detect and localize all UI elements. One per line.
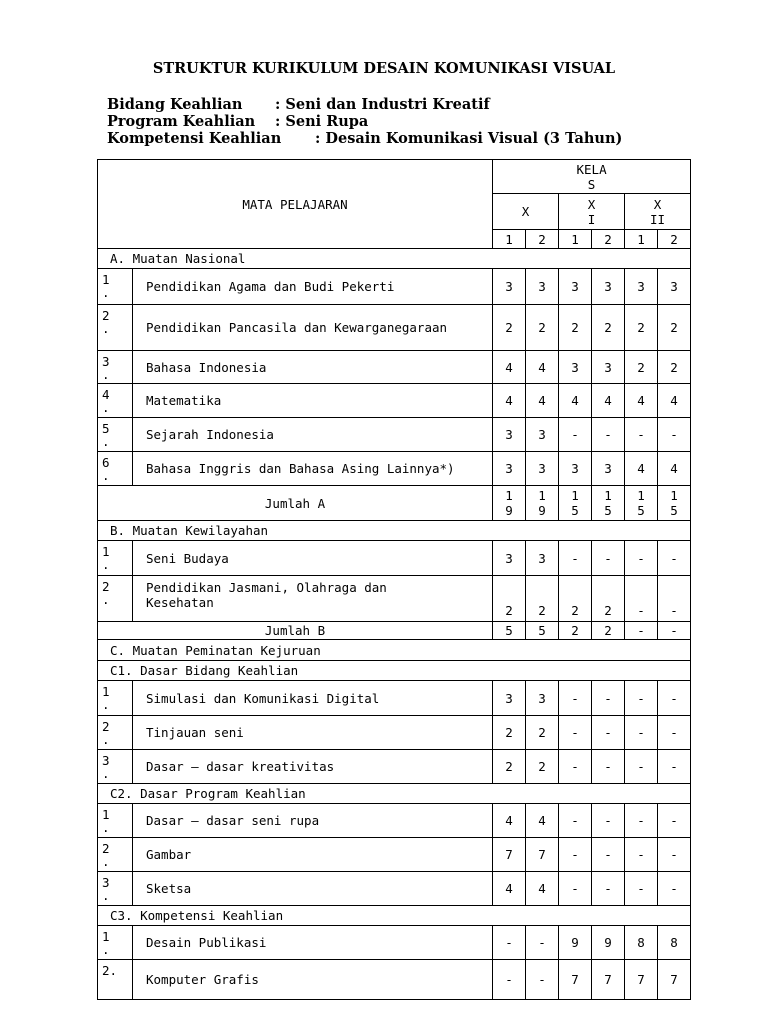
grade-x-header xyxy=(493,194,559,230)
table-row xyxy=(98,576,691,622)
subject-name-text: Bahasa Inggris dan Bahasa Asing Lainnya*) xyxy=(146,461,455,476)
subject-name xyxy=(133,872,493,906)
subject-name xyxy=(133,269,493,305)
hours-cell: - xyxy=(559,541,592,576)
hours-cell: - xyxy=(592,872,625,906)
total-cell: 5 xyxy=(526,622,559,640)
kelas-header xyxy=(493,160,691,194)
row-number-dot: . xyxy=(102,434,110,449)
row-number-dot: . xyxy=(102,592,110,607)
table-row xyxy=(98,541,691,576)
grade-line: II xyxy=(650,211,666,227)
hours-cell: - xyxy=(592,838,625,872)
row-number-digit: 2 xyxy=(102,579,110,594)
hours-cell: 7 xyxy=(625,960,658,1000)
hours-cell: - xyxy=(559,838,592,872)
hours-cell: - xyxy=(559,418,592,452)
hours-cell: 2 xyxy=(526,305,559,351)
row-number-dot: . xyxy=(102,766,110,781)
hours-cell: 2 xyxy=(625,305,658,351)
row-number xyxy=(98,926,133,960)
subject-name xyxy=(133,681,493,716)
table-row xyxy=(98,750,691,784)
semester-header: 1 xyxy=(625,230,658,249)
row-number-digit: 2. xyxy=(102,963,118,978)
semester-header: 1 xyxy=(559,230,592,249)
subject-name-text: Dasar – dasar kreativitas xyxy=(146,759,335,774)
hours-cell: 2 xyxy=(658,305,691,351)
hours-cell: 7 xyxy=(493,838,526,872)
hours-cell: 8 xyxy=(625,926,658,960)
hours-cell: - xyxy=(625,418,658,452)
hours-cell: - xyxy=(658,750,691,784)
subject-name-text: Pendidikan Agama dan Budi Pekerti xyxy=(146,279,395,294)
hours-cell: - xyxy=(559,804,592,838)
table-row xyxy=(98,960,691,1000)
hours-cell: 3 xyxy=(493,418,526,452)
hours-cell: 2 xyxy=(658,351,691,384)
subject-name xyxy=(133,541,493,576)
subject-name xyxy=(133,926,493,960)
hours-cell: 9 xyxy=(592,926,625,960)
subject-name-text: Sejarah Indonesia xyxy=(146,427,274,442)
row-number-digit: 1 xyxy=(102,807,110,822)
section-c3-title: C3. Kompetensi Keahlian xyxy=(98,906,691,926)
total-cell: 2 xyxy=(592,622,625,640)
hours-cell: 3 xyxy=(493,269,526,305)
row-number xyxy=(98,960,133,1000)
hours-cell: 7 xyxy=(658,960,691,1000)
row-number-digit: 1 xyxy=(102,929,110,944)
total-cell: 2 xyxy=(559,622,592,640)
hours-cell: 4 xyxy=(526,872,559,906)
row-number xyxy=(98,418,133,452)
row-number-dot: . xyxy=(102,468,110,483)
row-number-dot: . xyxy=(102,854,110,869)
hours-cell: 4 xyxy=(592,384,625,418)
grade-line: X xyxy=(587,196,596,212)
subject-name-text: Pendidikan Pancasila dan Kewarganegaraan xyxy=(146,320,448,335)
hours-cell: 3 xyxy=(526,269,559,305)
subject-name xyxy=(133,716,493,750)
subject-name-text: Desain Publikasi xyxy=(146,935,267,950)
hours-cell: 3 xyxy=(526,418,559,452)
grade-line: I xyxy=(587,211,596,227)
hours-cell: 2 xyxy=(493,716,526,750)
row-number-digit: 2 xyxy=(102,308,110,323)
row-number xyxy=(98,269,133,305)
hours-cell: 2 xyxy=(526,716,559,750)
grade-line: X xyxy=(521,204,530,219)
subject-name xyxy=(133,384,493,418)
subject-name-line: Pendidikan Jasmani, Olahraga dan xyxy=(146,580,387,595)
hours-cell: 3 xyxy=(592,351,625,384)
hours-cell: 4 xyxy=(559,384,592,418)
hours-cell: - xyxy=(625,838,658,872)
hours-cell: - xyxy=(625,576,658,622)
total-cell xyxy=(625,486,658,521)
hours-cell: 4 xyxy=(526,351,559,384)
hours-cell: - xyxy=(625,716,658,750)
hours-cell: 4 xyxy=(493,351,526,384)
hours-cell: - xyxy=(625,872,658,906)
hours-cell: 4 xyxy=(658,384,691,418)
row-number-digit: 5 xyxy=(102,421,110,436)
section-c2-title: C2. Dasar Program Keahlian xyxy=(98,784,691,804)
hours-cell: - xyxy=(592,750,625,784)
total-label: Jumlah A xyxy=(98,486,493,521)
hours-cell: - xyxy=(592,681,625,716)
hours-cell: 2 xyxy=(526,576,559,622)
row-number xyxy=(98,351,133,384)
total-label: Jumlah B xyxy=(98,622,493,640)
subject-name xyxy=(133,351,493,384)
hours-cell: 8 xyxy=(658,926,691,960)
jumlah-b-row xyxy=(98,622,691,640)
subject-name-text: Matematika xyxy=(146,393,222,408)
row-number xyxy=(98,384,133,418)
total-cell: - xyxy=(625,622,658,640)
table-row xyxy=(98,681,691,716)
row-number-dot: . xyxy=(102,697,110,712)
total-digit: 1 xyxy=(571,488,579,503)
subject-name xyxy=(133,576,493,622)
grade-xi-header xyxy=(559,194,625,230)
hours-cell: - xyxy=(526,926,559,960)
table-row xyxy=(98,716,691,750)
subject-name xyxy=(133,452,493,486)
table-row xyxy=(98,872,691,906)
meta-label: Bidang Keahlian xyxy=(107,96,243,113)
hours-cell: 2 xyxy=(559,305,592,351)
row-number xyxy=(98,576,133,622)
table-row xyxy=(98,926,691,960)
hours-cell: - xyxy=(658,681,691,716)
total-digit: 9 xyxy=(538,503,546,518)
grade-xii-header xyxy=(625,194,691,230)
subject-name xyxy=(133,804,493,838)
total-digit: 5 xyxy=(571,503,579,518)
hours-cell: 3 xyxy=(559,269,592,305)
hours-cell: 2 xyxy=(559,576,592,622)
row-number-dot: . xyxy=(102,400,110,415)
hours-cell: - xyxy=(559,872,592,906)
row-number-dot: . xyxy=(102,942,110,957)
hours-cell: - xyxy=(658,418,691,452)
subject-name-text: Seni Budaya xyxy=(146,550,229,566)
kelas-header-line: S xyxy=(587,176,596,192)
row-number xyxy=(98,872,133,906)
table-row xyxy=(98,452,691,486)
total-cell: 5 xyxy=(493,622,526,640)
row-number-digit: 3 xyxy=(102,753,110,768)
total-cell: - xyxy=(658,622,691,640)
total-digit: 1 xyxy=(505,488,513,503)
hours-cell: 7 xyxy=(559,960,592,1000)
subject-name-text: Dasar – dasar seni rupa xyxy=(146,813,320,828)
total-digit: 1 xyxy=(604,488,612,503)
hours-cell: 4 xyxy=(493,384,526,418)
hours-cell: 3 xyxy=(526,452,559,486)
row-number-dot: . xyxy=(102,820,110,835)
row-number-digit: 1 xyxy=(102,272,110,287)
row-number xyxy=(98,716,133,750)
row-number xyxy=(98,305,133,351)
subject-name-text: Gambar xyxy=(146,847,192,862)
grade-line: X xyxy=(653,196,662,212)
total-digit: 5 xyxy=(637,503,645,518)
row-number-digit: 2 xyxy=(102,841,110,856)
hours-cell: 3 xyxy=(592,269,625,305)
row-number-digit: 2 xyxy=(102,719,110,734)
row-number-digit: 4 xyxy=(102,387,110,402)
row-number-digit: 3 xyxy=(102,354,110,369)
hours-cell: - xyxy=(625,804,658,838)
total-cell xyxy=(592,486,625,521)
row-number xyxy=(98,541,133,576)
row-number-digit: 1 xyxy=(102,544,110,559)
row-number xyxy=(98,804,133,838)
kelas-header-line: KELA xyxy=(576,161,607,177)
hours-cell: 9 xyxy=(559,926,592,960)
hours-cell: 4 xyxy=(625,452,658,486)
hours-cell: 4 xyxy=(526,804,559,838)
hours-cell: 3 xyxy=(625,269,658,305)
hours-cell: - xyxy=(625,541,658,576)
total-cell xyxy=(493,486,526,521)
row-number xyxy=(98,452,133,486)
meta-value: : Desain Komunikasi Visual (3 Tahun) xyxy=(315,130,623,147)
total-cell xyxy=(658,486,691,521)
subject-name xyxy=(133,750,493,784)
table-row xyxy=(98,351,691,384)
row-number-digit: 3 xyxy=(102,875,110,890)
semester-header: 1 xyxy=(493,230,526,249)
hours-cell: 3 xyxy=(526,681,559,716)
row-number-dot: . xyxy=(102,732,110,747)
subject-name-text: Tinjauan seni xyxy=(146,725,244,740)
row-number-dot: . xyxy=(102,367,110,382)
total-cell xyxy=(559,486,592,521)
table-row xyxy=(98,305,691,351)
hours-cell: 3 xyxy=(493,681,526,716)
hours-cell: 2 xyxy=(493,750,526,784)
subject-name xyxy=(133,418,493,452)
hours-cell: 3 xyxy=(658,269,691,305)
hours-cell: - xyxy=(559,716,592,750)
subject-column-header: MATA PELAJARAN xyxy=(98,160,493,249)
hours-cell: - xyxy=(625,681,658,716)
row-number xyxy=(98,750,133,784)
section-c-title: C. Muatan Peminatan Kejuruan xyxy=(98,640,691,661)
hours-cell: 4 xyxy=(526,384,559,418)
row-number xyxy=(98,681,133,716)
hours-cell: - xyxy=(658,804,691,838)
meta-value: : Seni dan Industri Kreatif xyxy=(275,96,490,113)
hours-cell: - xyxy=(658,576,691,622)
hours-cell: 4 xyxy=(658,452,691,486)
table-row xyxy=(98,384,691,418)
semester-header: 2 xyxy=(526,230,559,249)
meta-label: Kompetensi Keahlian xyxy=(107,130,282,147)
hours-cell: - xyxy=(592,541,625,576)
hours-cell: 3 xyxy=(526,541,559,576)
hours-cell: 4 xyxy=(625,384,658,418)
meta-value: : Seni Rupa xyxy=(275,113,369,130)
hours-cell: 2 xyxy=(493,305,526,351)
curriculum-table xyxy=(97,159,691,1000)
hours-cell: 3 xyxy=(559,452,592,486)
total-digit: 5 xyxy=(670,503,678,518)
section-a-title: A. Muatan Nasional xyxy=(98,249,691,269)
table-row xyxy=(98,269,691,305)
total-digit: 1 xyxy=(637,488,645,503)
subject-name xyxy=(133,838,493,872)
hours-cell: 3 xyxy=(493,452,526,486)
document-title: STRUKTUR KURIKULUM DESAIN KOMUNIKASI VISUAL xyxy=(152,60,616,77)
hours-cell: - xyxy=(493,926,526,960)
subject-name-text: Bahasa Indonesia xyxy=(146,359,267,375)
hours-cell: - xyxy=(592,804,625,838)
hours-cell: 2 xyxy=(625,351,658,384)
row-number xyxy=(98,838,133,872)
subject-name-text: Sketsa xyxy=(146,881,192,896)
hours-cell: 7 xyxy=(592,960,625,1000)
hours-cell: - xyxy=(658,838,691,872)
section-b-title: B. Muatan Kewilayahan xyxy=(98,521,691,541)
hours-cell: 2 xyxy=(592,576,625,622)
hours-cell: - xyxy=(493,960,526,1000)
hours-cell: 7 xyxy=(526,838,559,872)
section-c1-title: C1. Dasar Bidang Keahlian xyxy=(98,661,691,681)
hours-cell: 3 xyxy=(592,452,625,486)
total-cell xyxy=(526,486,559,521)
hours-cell: 2 xyxy=(493,576,526,622)
row-number-dot: . xyxy=(102,285,110,300)
row-number-digit: 6 xyxy=(102,455,110,470)
hours-cell: - xyxy=(625,750,658,784)
hours-cell: - xyxy=(559,681,592,716)
hours-cell: - xyxy=(592,716,625,750)
hours-cell: - xyxy=(592,418,625,452)
subject-name xyxy=(133,305,493,351)
subject-name-text: Simulasi dan Komunikasi Digital xyxy=(146,690,380,706)
row-number-dot: . xyxy=(102,321,110,336)
total-digit: 1 xyxy=(670,488,678,503)
meta-label: Program Keahlian xyxy=(107,113,256,130)
total-digit: 5 xyxy=(604,503,612,518)
hours-cell: 4 xyxy=(493,804,526,838)
semester-header: 2 xyxy=(658,230,691,249)
table-row xyxy=(98,838,691,872)
hours-cell: - xyxy=(559,750,592,784)
hours-cell: 2 xyxy=(526,750,559,784)
row-number-dot: . xyxy=(102,557,110,572)
hours-cell: - xyxy=(658,541,691,576)
hours-cell: 3 xyxy=(559,351,592,384)
total-digit: 1 xyxy=(538,488,546,503)
total-digit: 9 xyxy=(505,503,513,518)
hours-cell: 3 xyxy=(493,541,526,576)
hours-cell: 4 xyxy=(493,872,526,906)
jumlah-a-row xyxy=(98,486,691,521)
semester-header: 2 xyxy=(592,230,625,249)
subject-name-line: Kesehatan xyxy=(146,595,214,610)
table-row xyxy=(98,418,691,452)
hours-cell: 2 xyxy=(592,305,625,351)
subject-name xyxy=(133,960,493,1000)
hours-cell: - xyxy=(658,872,691,906)
row-number-dot: . xyxy=(102,888,110,903)
subject-name-text: Komputer Grafis xyxy=(146,972,259,987)
table-row xyxy=(98,804,691,838)
hours-cell: - xyxy=(526,960,559,1000)
hours-cell: - xyxy=(658,716,691,750)
row-number-digit: 1 xyxy=(102,684,110,699)
